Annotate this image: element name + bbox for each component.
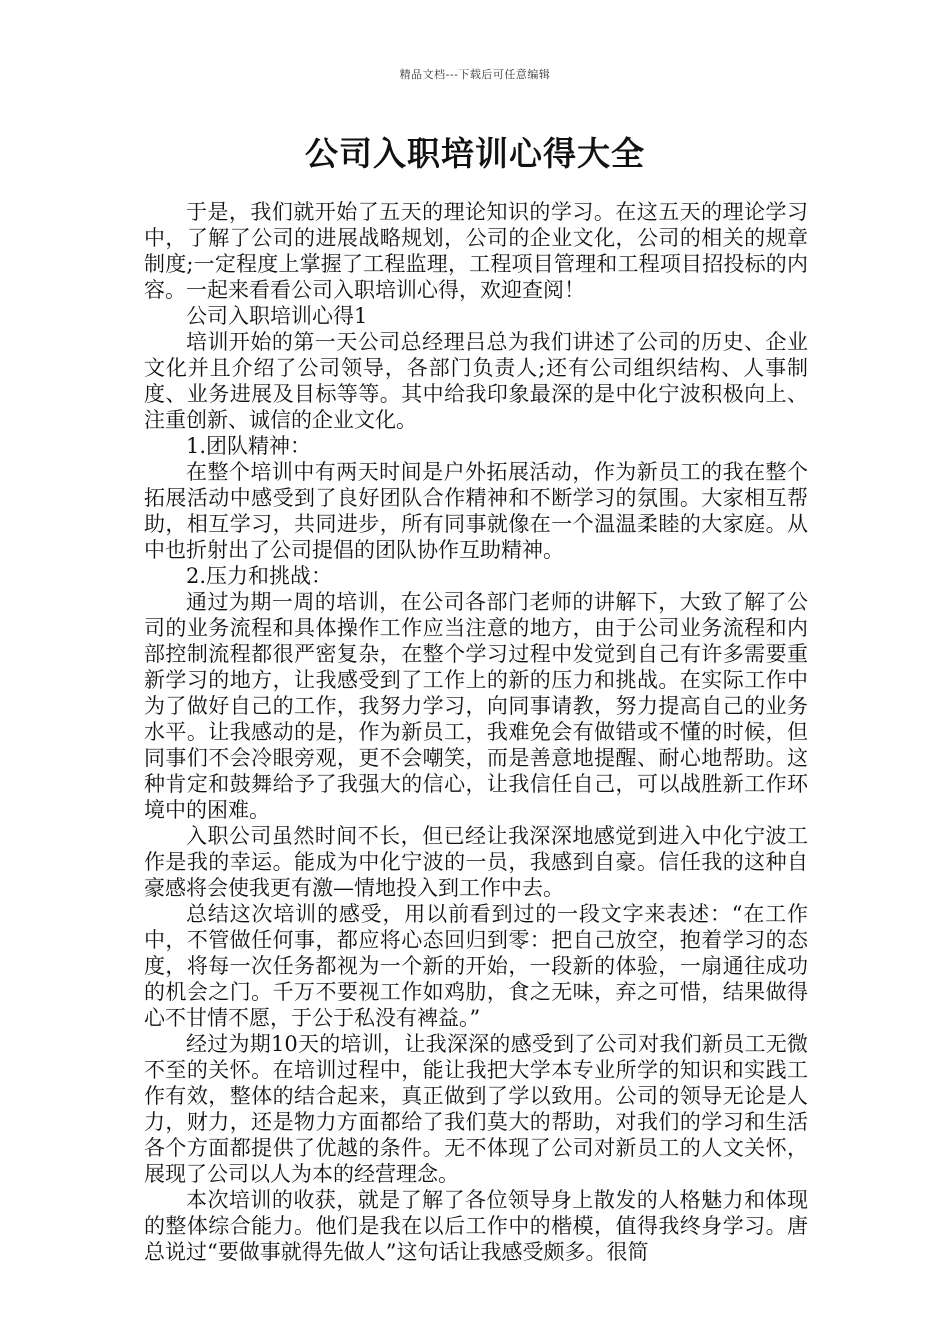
paragraph-intro: 于是，我们就开始了五天的理论知识的学习。在这五天的理论学习中，了解了公司的进展战略规划，公司的企业文化，公司的相关的规章制度;一定程度上掌握了工程监理，工程项目管理和工程项目招投标的内容。一起来看看公司入职培训心得，欢迎查阅！ <box>144 200 808 302</box>
header-note: 精品文档---下载后可任意编辑 <box>399 68 551 81</box>
page-title: 公司入职培训心得大全 <box>305 134 645 173</box>
paragraph: 通过为期一周的培训，在公司各部门老师的讲解下，大致了解了公司的业务流程和具体操作工作应当注意的地方，由于公司业务流程和内部控制流程都很严密复杂，在整个学习过程中发觉到自己有许多需要重新学习的地方，让我感受到了工作上的新的压力和挑战。在实际工作中为了做好自己的工作，我努力学习，向同事请教，努力提高自己的业务水平。让我感动的是，作为新员工，我难免会有做错或不懂的时候，但同事们不会冷眼旁观，更不会嘲笑，而是善意地提醒、耐心地帮助。这种肯定和鼓舞给予了我强大的信心，让我信任自己，可以战胜新工作环境中的困难。 <box>144 590 808 822</box>
document-body <box>144 199 808 1265</box>
subheading-team-spirit: 1.团队精神： <box>186 434 312 458</box>
subheading-pressure-challenge: 2.压力和挑战： <box>186 564 333 588</box>
paragraph: 本次培训的收获，就是了解了各位领导身上散发的人格魅力和体现的整体综合能力。他们是我在以后工作中的楷模，值得我终身学习。唐总说过“要做事就得先做人”这句话让我感受颇多。很简 <box>144 1188 808 1264</box>
paragraph: 培训开始的第一天公司总经理吕总为我们讲述了公司的历史、企业文化并且介绍了公司领导，各部门负责人;还有公司组织结构、人事制度、业务进展及目标等等。其中给我印象最深的是中化宁波积极向上、注重创新、诚信的企业文化。 <box>144 330 808 432</box>
paragraph: 在整个培训中有两天时间是户外拓展活动，作为新员工的我在整个拓展活动中感受到了良好团队合作精神和不断学习的氛围。大家相互帮助，相互学习，共同进步，所有同事就像在一个温温柔睦的大家庭。从中也折射出了公司提倡的团队协作互助精神。 <box>144 460 808 562</box>
paragraph: 入职公司虽然时间不长，但已经让我深深地感觉到进入中化宁波工作是我的幸运。能成为中化宁波的一员，我感到自豪。信任我的这种自豪感将会使我更有激—情地投入到工作中去。 <box>144 824 808 900</box>
paragraph: 总结这次培训的感受，用以前看到过的一段文字来表述：“在工作中，不管做任何事，都应将心态回归到零：把自己放空，抱着学习的态度，将每一次任务都视为一个新的开始，一段新的体验，一扇通往成功的机会之门。千万不要视工作如鸡肋，食之无味，弃之可惜，结果做得心不甘情不愿，于公于私没有裨益。” <box>144 902 808 1030</box>
paragraph: 经过为期10天的培训，让我深深的感受到了公司对我们新员工无微不至的关怀。在培训过程中，能让我把大学本专业所学的知识和实践工作有效，整体的结合起来，真正做到了学以致用。公司的领导无论是人力，财力，还是物力方面都给了我们莫大的帮助，对我们的学习和生活各个方面都提供了优越的条件。无不体现了公司对新员工的人文关怀，展现了公司以人为本的经营理念。 <box>144 1032 808 1186</box>
section-heading-1: 公司入职培训心得1 <box>186 304 368 328</box>
